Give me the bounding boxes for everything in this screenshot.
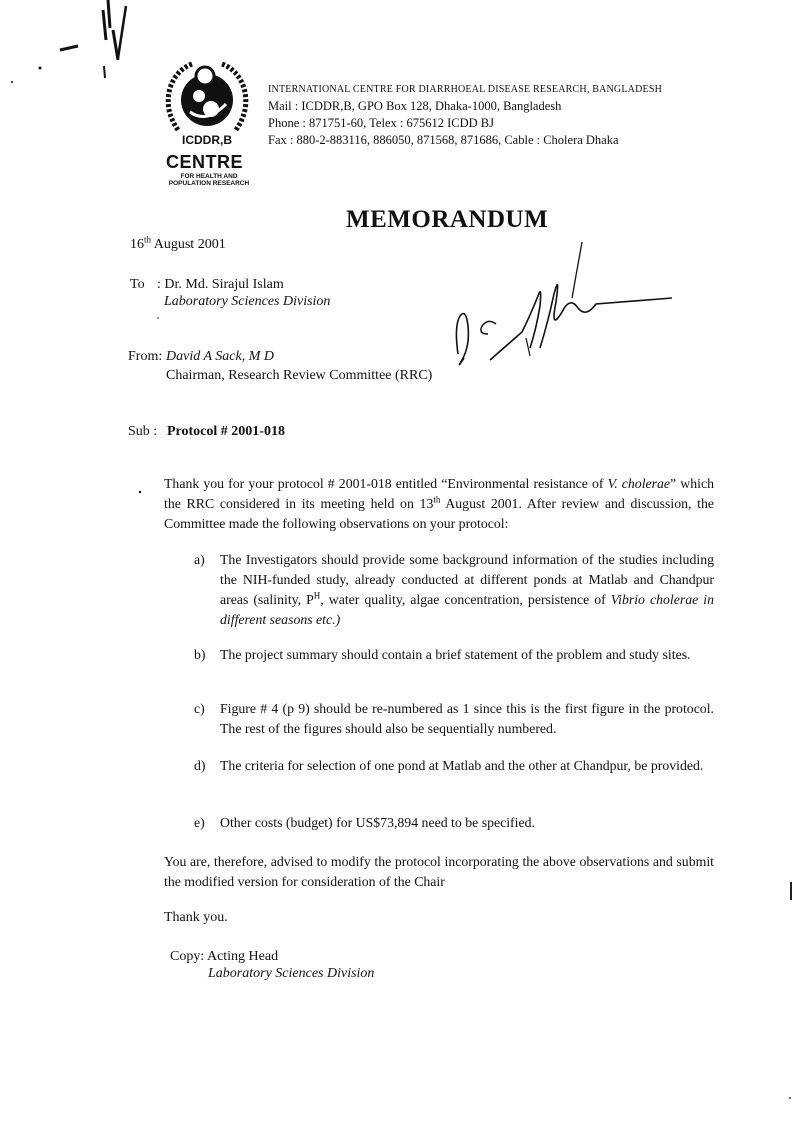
subject-value: Protocol # 2001-018 xyxy=(167,424,285,439)
memo-title: MEMORANDUM xyxy=(346,206,549,233)
observation-a-species: Vibrio cholerae xyxy=(610,592,699,607)
intro-species: V. cholerae xyxy=(607,476,671,491)
centre-name: CENTRE xyxy=(166,152,244,172)
from-title: Chairman, Research Review Committee (RRC) xyxy=(166,368,433,383)
intro-paragraph xyxy=(164,474,714,534)
from-name: David A Sack, M D xyxy=(166,349,274,364)
observation-b-label: b) xyxy=(194,647,206,662)
observation-a-text-3: in different seasons etc.) xyxy=(220,592,714,627)
date-suffix: th xyxy=(144,234,152,245)
to-label: To xyxy=(130,277,145,292)
observation-d: The criteria for selection of one pond at Matlab and the other at Chandpur, be provided. xyxy=(220,758,704,773)
observation-e-label: e) xyxy=(194,815,205,830)
observation-c: Figure # 4 (p 9) should be re-numbered as 1 since this is the first figure in the protocol. The rest of the figures should also be sequentially numbered. xyxy=(220,701,714,736)
logo-ring-text: ICDDR,B xyxy=(182,133,232,147)
observation-c-label: c) xyxy=(194,701,205,716)
subject-label: Sub : xyxy=(128,424,158,439)
intro-sup: th xyxy=(433,494,441,505)
copy-label: Copy: Acting Head xyxy=(170,949,279,964)
observation-a-text-1: The Investigators should provide some background information of the studies including the NIH-funded study, already conducted at different ponds at Matlab and Chandpur areas (salinity, P xyxy=(220,552,714,607)
intro-text-1: Thank you for your protocol # 2001-018 entitled “Environmental resistance of xyxy=(164,476,608,491)
memo-date xyxy=(130,234,226,255)
thanks-line: Thank you. xyxy=(164,910,228,925)
copy-division: Laboratory Sciences Division xyxy=(208,966,375,981)
phone-line: Phone : 871751-60, Telex : 675612 ICDD BJ xyxy=(268,116,494,130)
date-rest: August 2001 xyxy=(151,237,226,252)
intro-text-2: ” which the RRC considered in its meeting held on 13 xyxy=(164,476,714,511)
intro-text-3: August 2001. After review and discussion, the Committee made the following observations on your protocol: xyxy=(164,496,714,531)
mail-line: Mail : ICDDR,B, GPO Box 128, Dhaka-1000, Bangladesh xyxy=(268,99,562,113)
centre-subtitle xyxy=(155,173,263,187)
centre-subtitle-line-2: POPULATION RESEARCH xyxy=(168,180,250,187)
to-division: Laboratory Sciences Division xyxy=(164,294,331,309)
to-name: : Dr. Md. Sirajul Islam xyxy=(157,277,284,292)
observation-b: The project summary should contain a brief statement of the problem and study sites. xyxy=(220,647,691,662)
observation-a xyxy=(220,550,714,630)
observation-d-label: d) xyxy=(194,758,206,773)
icddrb-logo xyxy=(162,60,252,152)
scan-marks xyxy=(0,0,160,90)
centre-subtitle-line-1: FOR HEALTH AND xyxy=(180,173,238,180)
closing-paragraph: You are, therefore, advised to modify the protocol incorporating the above observations and submit the modified version for consideration of the Chair xyxy=(164,854,714,889)
contact-block xyxy=(268,98,619,149)
org-name: INTERNATIONAL CENTRE FOR DIARRHOEAL DISEASE RESEARCH, BANGLADESH xyxy=(268,84,663,95)
observation-e: Other costs (budget) for US$73,894 need to be specified. xyxy=(220,815,535,830)
observation-a-text-2: , water quality, algae concentration, persistence of xyxy=(320,592,611,607)
observation-a-label: a) xyxy=(194,552,205,567)
fax-line: Fax : 880-2-883116, 886050, 871568, 871686, Cable : Cholera Dhaka xyxy=(268,133,619,147)
from-label: From: xyxy=(128,349,163,364)
date-day: 16 xyxy=(130,237,144,252)
observation-a-sup: H xyxy=(313,590,321,601)
signature xyxy=(430,236,675,386)
